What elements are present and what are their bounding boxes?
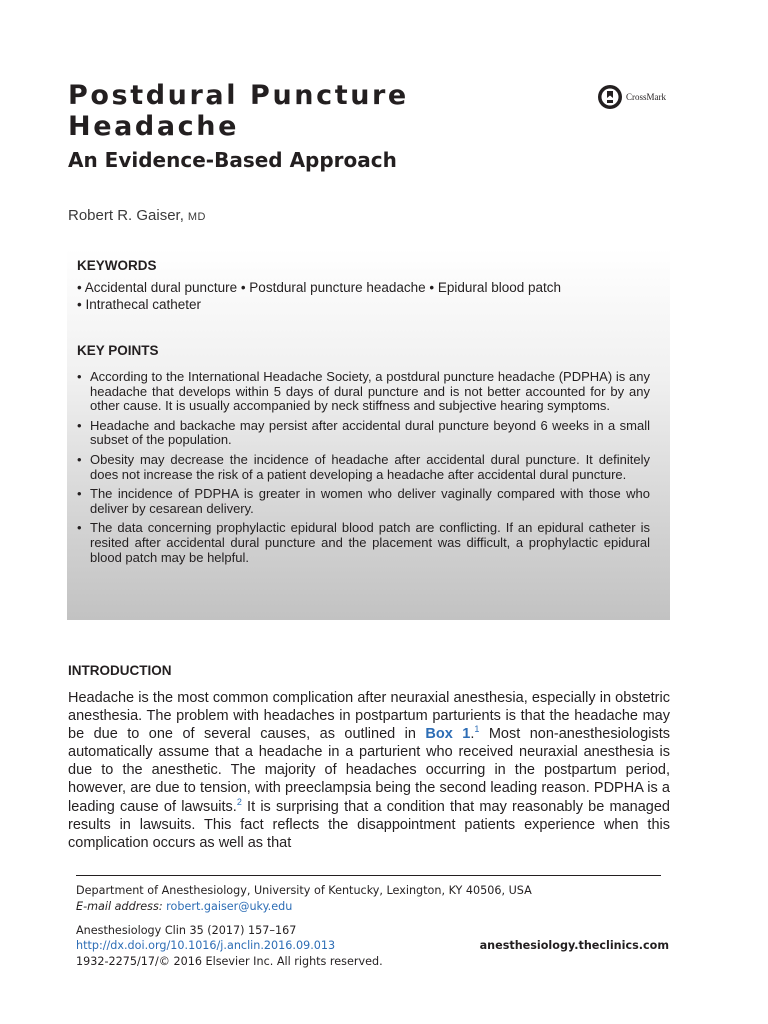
- doi-link[interactable]: http://dx.doi.org/10.1016/j.anclin.2016.09.013: [76, 939, 336, 952]
- title-line-2: Headache: [68, 111, 240, 142]
- email-label: E-mail address:: [76, 900, 163, 913]
- keywords-line-1: • Accidental dural puncture • Postdural puncture headache • Epidural blood patch: [77, 280, 561, 295]
- journal-site[interactable]: anesthesiology.theclinics.com: [479, 939, 669, 952]
- author-degree: MD: [187, 211, 206, 223]
- keywords-heading: KEYWORDS: [77, 258, 157, 273]
- email-link[interactable]: robert.gaiser@uky.edu: [166, 900, 293, 913]
- introduction-paragraph: Headache is the most common complication after neuraxial anesthesia, especially in obstetric anesthesia. The problem with headaches in postpartum parturients is that the headache may be due to one of several causes, as outlined in Box 1.$^1$ Most non-anesthesiologists automatically assume that a headache in a parturient who received neuraxial anesthesia is due to the anesthetic. The majority of headaches occurring in the postpartum period, however, are due to tension, with preeclampsia being the second leading reason. PDPHA is a leading cause of lawsuits.$^2$ It is surprising that a condition that may reasonably be managed results in lawsuits. This fact reflects the disappointment patients experience when this complication occurs as well as that: [68, 690, 670, 851]
- keywords-line-2: • Intrathecal catheter: [77, 297, 202, 312]
- footer-divider: [76, 875, 661, 876]
- key-point-item: • The data concerning prophylactic epidural blood patch are conflicting. If an epidural catheter is resited after accidental dural puncture and the placement was difficult, a prophylactic epidural blood patch may be helpful.: [77, 521, 650, 565]
- reference-1-link[interactable]: 1: [474, 724, 480, 735]
- article-subtitle: An Evidence-Based Approach: [68, 148, 397, 172]
- intro-text-3: It is surprising that a condition that may reasonably be managed results in lawsuits. This fact reflects the disappointment patients experience when this complication occurs as well as that: [68, 798, 670, 851]
- key-points-heading: KEY POINTS: [77, 343, 159, 358]
- keywords-keypoints-box: [67, 248, 670, 620]
- key-point-item: • The incidence of PDPHA is greater in women who deliver vaginally compared with those who deliver by cesarean delivery.: [77, 487, 650, 516]
- author-name: Robert R. Gaiser,: [68, 207, 184, 224]
- article-title: [68, 80, 548, 142]
- key-point-item: • Obesity may decrease the incidence of headache after accidental dural puncture. It definitely does not increase the risk of a patient developing a headache after accidental dural puncture.: [77, 453, 650, 482]
- crossmark-badge[interactable]: [597, 84, 666, 110]
- key-points-list: [77, 370, 650, 570]
- key-point-item: • Headache and backache may persist after accidental dural puncture beyond 6 weeks in a small subset of the population.: [77, 419, 650, 448]
- affiliation: Department of Anesthesiology, University of Kentucky, Lexington, KY 40506, USA: [76, 884, 532, 897]
- box-1-link[interactable]: Box 1: [425, 726, 471, 743]
- intro-text-2: Most non-anesthesiologists automatically assume that a headache in a parturient who received neuraxial anesthesia is due to the anesthetic. The majority of headaches occurring in the postpartum period, however, are due to tension, with preeclampsia being the second leading reason. PDPHA is a leading cause of lawsuits.: [68, 726, 670, 815]
- key-point-item: • According to the International Headache Society, a postdural puncture headache (PDPHA) is any headache that develops within 5 days of dural puncture and is not better accounted for by any other cause. It is usually accompanied by neck stiffness and subjective hearing symptoms.: [77, 370, 650, 414]
- title-line-1: Postdural Puncture: [68, 80, 409, 111]
- introduction-heading: INTRODUCTION: [68, 663, 172, 678]
- copyright: 1932-2275/17/© 2016 Elsevier Inc. All rights reserved.: [76, 955, 383, 968]
- intro-text-1: Headache is the most common complication after neuraxial anesthesia, especially in obstetric anesthesia. The problem with headaches in postpartum parturients is that the headache may be due to one of several causes, as outlined in: [68, 690, 670, 743]
- reference-2-link[interactable]: 2: [236, 796, 242, 807]
- author-line: [68, 207, 206, 224]
- citation: Anesthesiology Clin 35 (2017) 157–167: [76, 924, 297, 937]
- crossmark-icon: [597, 84, 623, 110]
- email-line: [76, 900, 292, 913]
- crossmark-label: CrossMark: [626, 92, 666, 102]
